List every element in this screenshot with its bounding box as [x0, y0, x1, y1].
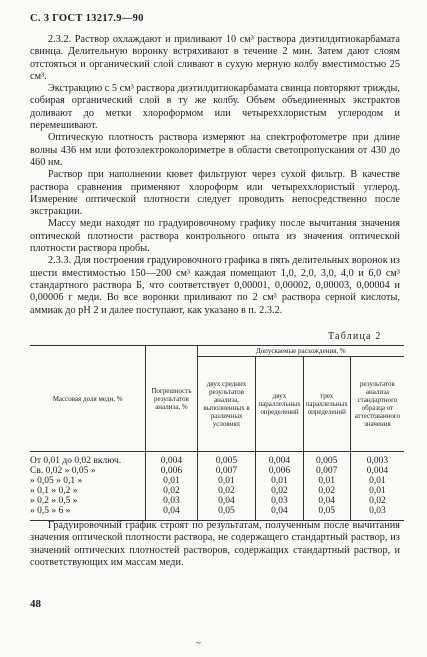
cell-three-parallel: 0,01 [303, 476, 350, 486]
print-mark: ~ [196, 638, 201, 648]
cell-mass: » 0,1 » 0,2 » [30, 486, 78, 496]
body-text-top [30, 34, 400, 317]
paragraph: 2.3.3. Для построения градуировочного графика в пять делительных воронок из шести вместимостью 150—200 см³ каждая помещают 1,0, 2,0, 3,0, 4,0 и 6,0 см³ стандартного раствора Б, что соответствует 0,00001, 0,00002, 0,00003, 0,00004 и 0,00006 г меди. Во все воронки приливают по 2 см³ раствора серной кислоты, аммиак до рН 2 и далее поступают, как указано в п. 2.3.2. [30, 255, 400, 316]
cell-mass: От 0,01 до 0,02 включ. [30, 456, 122, 466]
cell-two-means: 0,005 [197, 452, 256, 467]
cell-three-parallel: 0,007 [303, 466, 350, 476]
table-row [30, 496, 404, 506]
paragraph: Экстракцию с 5 см³ раствора диэтилдитиокарбамата свинца повторяют трижды, собирая органический слой в ту же колбу. Объем объединенных экстрактов доливают до метки хлороформом или четыреххлористым углеродом и перемешивают. [30, 83, 400, 132]
tolerance-table [30, 345, 404, 521]
cell-error: 0,02 [146, 486, 197, 496]
table-row [30, 476, 404, 486]
cell-two-parallel: 0,006 [256, 466, 303, 476]
cell-standard: 0,003 [350, 452, 404, 467]
paragraph: 2.3.2. Раствор охлаждают и приливают 10 см³ раствора диэтилдитиокарбамата свинца. Делительную воронку встряхивают в течение 2 мин. Затем дают слоям отстояться и органический слой сливают в сухую мерную колбу вместимостью 25 см³. [30, 34, 400, 82]
header-two-parallel: двух параллельных определений [256, 357, 303, 452]
cell-two-parallel: 0,01 [256, 476, 303, 486]
cell-two-parallel: 0,04 [256, 506, 303, 521]
cell-two-means: 0,05 [197, 506, 256, 521]
paragraph: Раствор при наполнении кювет фильтруют через сухой фильтр. В качестве раствора сравнения применяют хлороформ или четыреххлористый углерод. Измерение оптической плотности следует проводить непосредственно после экстракции. [30, 169, 400, 218]
cell-mass: Св. 0,02 » 0,05 » [30, 466, 96, 476]
cell-standard: 0,01 [350, 476, 404, 486]
cell-standard: 0,02 [350, 496, 404, 506]
cell-three-parallel: 0,02 [303, 486, 350, 496]
cell-two-parallel: 0,02 [256, 486, 303, 496]
cell-two-means: 0,02 [197, 486, 256, 496]
paragraph: Массу меди находят по градуировочному графику после вычитания значения оптической плотности раствора контрольного опыта из значения оптической плотности раствора пробы. [30, 218, 400, 255]
page-header: С. 3 ГОСТ 13217.9—90 [30, 13, 144, 24]
page-number: 48 [30, 598, 41, 610]
cell-two-means: 0,007 [197, 466, 256, 476]
header-error: Погрешность результатов анализа, % [146, 346, 197, 452]
cell-two-means: 0,04 [197, 496, 256, 506]
cell-two-means: 0,01 [197, 476, 256, 486]
header-group: Допускаемые расхождения, % [197, 346, 404, 357]
cell-three-parallel: 0,005 [303, 452, 350, 467]
cell-standard: 0,004 [350, 466, 404, 476]
cell-mass: » 0,05 » 0,1 » [30, 476, 83, 486]
cell-error: 0,01 [146, 476, 197, 486]
cell-error: 0,004 [146, 452, 197, 467]
cell-mass: » 0,2 » 0,5 » [30, 496, 78, 506]
header-standard: результатов анализа стандартного образца от аттестованного значения [350, 357, 404, 452]
cell-two-parallel: 0,004 [256, 452, 303, 467]
table-row [30, 486, 404, 496]
table-row [30, 452, 404, 467]
header-two-means: двух средних результатов анализа, выполненных в различных условиях [197, 357, 256, 452]
header-three-parallel: трех параллельных определений [303, 357, 350, 452]
header-mass: Массовая доля меди, % [30, 346, 146, 452]
paragraph: Градуировочный график строят по результатам, полученным после вычитания значения оптической плотности раствора, не содержащего стандартный раствор, из значений оптических плотностей растворов, содержащих стандартный раствор, и соответствующих им массам меди. [30, 520, 400, 568]
cell-three-parallel: 0,05 [303, 506, 350, 521]
paragraph: Оптическую плотность раствора измеряют на спектрофотометре при длине волны 436 нм или фотоэлектроколориметре в области светопропускания от 430 до 460 нм. [30, 132, 400, 168]
body-text-bottom [30, 520, 400, 569]
table-row [30, 506, 404, 521]
cell-standard: 0,03 [350, 506, 404, 521]
table-row [30, 466, 404, 476]
cell-error: 0,03 [146, 496, 197, 506]
cell-error: 0,04 [146, 506, 197, 521]
cell-two-parallel: 0,03 [256, 496, 303, 506]
table-caption: Таблица 2 [328, 331, 382, 342]
cell-three-parallel: 0,04 [303, 496, 350, 506]
cell-standard: 0,01 [350, 486, 404, 496]
cell-mass: » 0,5 » 6 » [30, 506, 146, 521]
cell-error: 0,006 [146, 466, 197, 476]
